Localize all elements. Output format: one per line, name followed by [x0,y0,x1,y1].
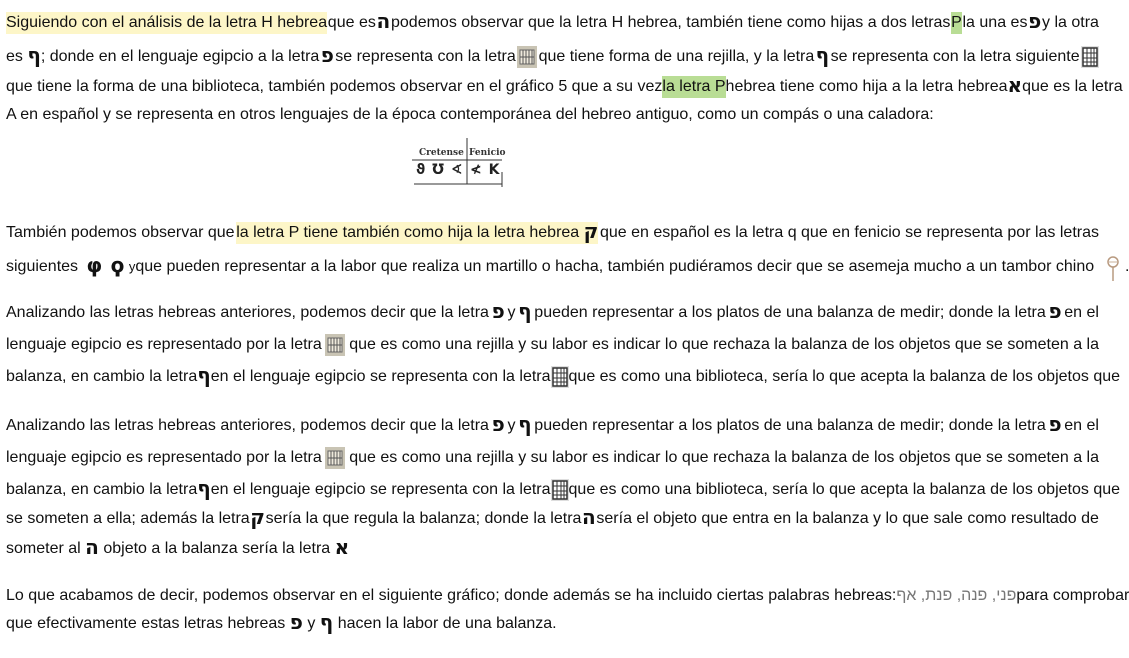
p4-line5: someter al ה objeto a la balanza sería la letra א [6,535,350,559]
table-header-fenicio: Fenicio [469,148,506,158]
library-glyph-icon [551,366,569,395]
hebrew-pe: פ [1048,412,1062,436]
hebrew-pe: פ [491,299,505,323]
library-glyph-icon [1081,46,1099,75]
hebrew-alef: א [334,535,350,559]
phoenician-glyph-2: ϙ [110,253,125,277]
p1-line4: A en español y se representa en otros lenguajes de la época contemporánea del hebreo antiguo, como un compás o una caladora: [6,106,934,123]
hebrew-alef: א [1007,73,1023,97]
p1-line3: que tiene la forma de una biblioteca, también podemos observar en el gráfico 5 que a su vez la letra P hebrea tiene como hija a la letra hebrea א que es la letra [6,73,1123,97]
hebrew-pe: פ [289,610,303,634]
p4-line2: lenguaje egipcio es representado por la letra que es como una rejilla y su labor es indicar lo que rechaza la balanza de los objetos que se someten a la [6,447,1099,476]
p4-line1: Analizando las letras hebreas anteriores, podemos decir que la letra פ y ף pueden representar a los platos de una balanza de medir; donde la letra פ en el [6,412,1099,436]
fenicio-glyphs: ≮ K [470,162,501,178]
p3-line2: lenguaje egipcio es representado por la letra que es como una rejilla y su labor es indicar lo que rechaza la balanza de los objetos que se someten a la [6,334,1099,363]
p3-line3: balanza, en cambio la letra ף en el lenguaje egipcio se representa con la letra que es como una biblioteca, sería lo que acepta la balanza de los objetos que [6,366,1099,395]
hebrew-pe-final: ף [197,363,211,387]
phoenician-glyph-1: φ [86,253,103,277]
hebrew-pe-final: ף [197,476,211,500]
chinese-drum-icon [1105,256,1121,289]
hebrew-words: פני, פנה, פנת, אף [896,587,1017,604]
hebrew-pe: פ [491,412,505,436]
hebrew-pe: פ [1028,9,1042,33]
cretense-fenicio-table [412,138,504,190]
grid-glyph-icon [517,46,537,75]
p4-line4: se someten a ella; además la letra ק sería la que regula la balanza; donde la letra ה sería el objeto que entra en la balanza y lo que sale como resultado de [6,505,1099,529]
p1-line2: es ף; donde en el lenguaje egipcio a la letra פ se representa con la letra que tiene forma de una rejilla, y la letra ף se representa con la letra siguiente [6,46,1099,75]
highlight-yellow: Siguiendo con el análisis de la letra H hebrea [6,12,327,34]
hebrew-qof: ק [250,505,266,529]
p3-line1: Analizando las letras hebreas anteriores, podemos decir que la letra פ y ף pueden representar a los platos de una balanza de medir; donde la letra פ en el [6,299,1099,323]
table-header-cretense: Cretense [419,148,464,158]
p4-line3: balanza, en cambio la letra ף en el lenguaje egipcio se representa con la letra que es como una biblioteca, sería lo que acepta la balanza de los objetos que [6,479,1099,508]
grid-glyph-icon [325,447,345,476]
highlight-yellow: la letra P tiene también como hija la letra hebrea ק [236,219,599,243]
p1-line1: Siguiendo con el análisis de la letra H hebrea que es ה podemos observar que la letra H hebrea, también tiene como hijas a dos letras P la una es פ y la otra [6,9,1099,33]
p5-line1: Lo que acabamos de decir, podemos observar en el siguiente gráfico; donde además se ha incluido ciertas palabras hebreas: פני, פנה, פנת, אף para comprobar [6,585,1099,607]
hebrew-he: ה [582,505,596,529]
hebrew-qof: ק [583,219,599,243]
hebrew-pe: פ [1048,299,1062,323]
highlight-green: la letra P [662,76,725,98]
hebrew-he: ה [376,9,391,33]
p2-line1: También podemos observar que la letra P tiene también como hija la letra hebrea ק que en español es la letra q que en fenicio se representa por las letras [6,219,1099,243]
grid-glyph-icon [325,334,345,363]
hebrew-pe: פ [320,43,334,67]
hebrew-pe-final: ף [27,43,41,67]
hebrew-pe-final: ף [518,412,532,436]
p5-line2: que efectivamente estas letras hebreas פ y ף hacen la labor de una balanza. [6,610,557,634]
hebrew-he: ה [85,535,99,559]
hebrew-pe-final: ף [518,299,532,323]
library-glyph-icon [551,479,569,508]
cretense-glyphs: ϑ Ʊ ∢ [416,162,464,178]
hebrew-pe-final: ף [815,43,830,67]
highlight-green: P [951,12,962,34]
p2-line2: siguientes φ ϙ yque pueden representar a la labor que realiza un martillo o hacha, también pudiéramos decir que se asemeja mucho a un tambor chino [6,256,1129,289]
hebrew-pe-final: ף [319,610,334,634]
